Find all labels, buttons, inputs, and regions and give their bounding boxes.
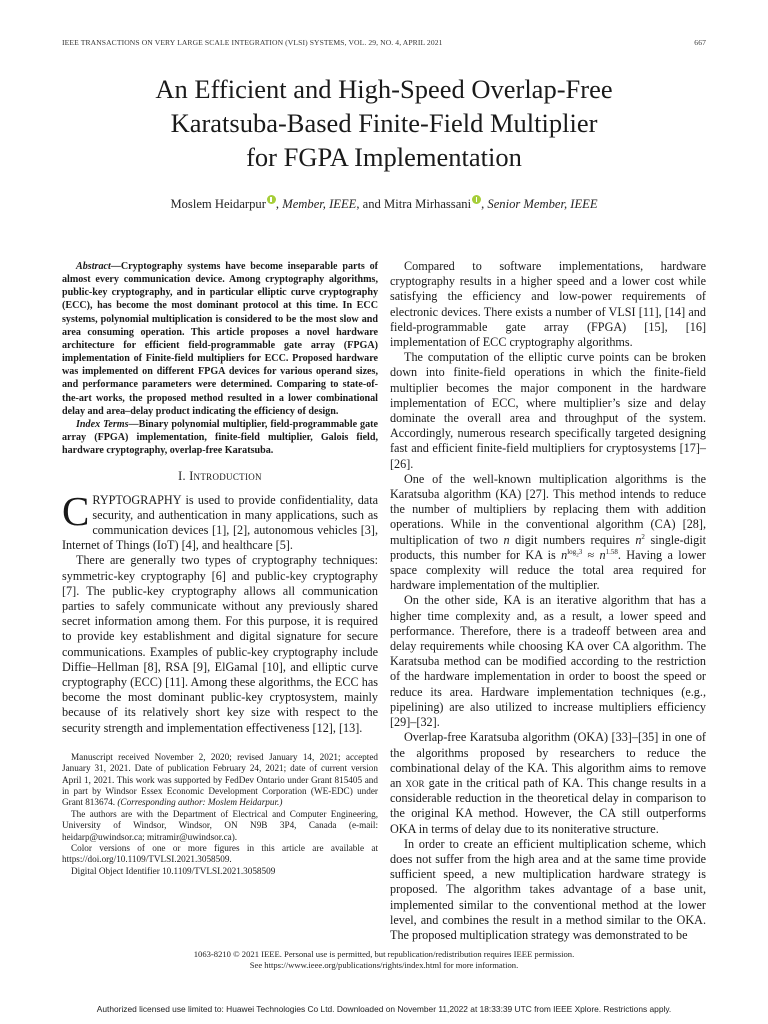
math-n: n bbox=[503, 532, 510, 547]
title-line-3: for FGPA Implementation bbox=[246, 142, 522, 172]
index-terms-label: Index Terms bbox=[76, 418, 129, 430]
intro-paragraph-2: There are generally two types of cryptography techniques: symmetric-key cryptography [6] and public-key cryptography [7]. The public-key cryptography allows all communication parties to safely communicate without any previously shared secret information among them. For this purpose, it is required to provide key establishment and digital signature for secure communications. Examples of public-key cryptography include Diffie–Hellman [8], RSA [9], ElGamal [10], and elliptic curve cryptography (ECC) [11]. Among these algorithms, the ECC has become the most dominant public-key cryptosystem, mainly because of its relatively short key size with respect to the security strength and implementation effectiveness [12], [13]. bbox=[62, 553, 378, 735]
footnote-manuscript-text: Manuscript received November 2, 2020; revised January 14, 2021; accepted January 31, 2021. Date of publication February 24, 2021; date of current version April 1, 2021. This work was supported by FedDev Ontario under Grant 815405 and in part by Windsor Essex Economic Development Corporation (WE-EDC) under Grant 813674. bbox=[62, 751, 378, 808]
math-approx: ≈ bbox=[582, 547, 600, 562]
footnote-manuscript bbox=[62, 752, 378, 809]
orcid-icon[interactable] bbox=[267, 195, 276, 204]
p5-text-a: Overlap-free Karatsuba algorithm (OKA) [33]–[35] in one of the algorithms proposed by researchers to reduce the combinational delay of the KA. This algorithm aims to remove an bbox=[390, 730, 706, 790]
author-connector: , and bbox=[356, 197, 384, 211]
right-paragraph-2: The computation of the elliptic curve points can be broken down into finite-field operations in which the finite-field multiplier becomes the major component in the hardware implementation of ECC, where multiplier’s size and delay dominate the overall area and throughput of the system. Accordingly, numerous research specifically targeted designing fast and efficient finite-field multipliers for cryptosystems [17]–[26]. bbox=[390, 350, 706, 471]
math-exponent: 2 bbox=[641, 532, 645, 541]
left-column bbox=[62, 260, 378, 877]
intro-p1-text: is used to provide confidentiality, data security, and authentication in many applications, such as communication devices [1], [2], autonomous vehicles [3], Internet of Things (IoT) [4], and healthcare [5]. bbox=[62, 492, 378, 553]
math-exponent: 1.58 bbox=[605, 547, 618, 556]
math-log-arg: 3 bbox=[578, 547, 583, 556]
section-number: I. bbox=[178, 469, 186, 484]
abstract: Abstract—Cryptography systems have become inseparable parts of almost every communication device. Among cryptography algorithms, public-key cryptography, and in particular elliptic curve cryptography (ECC), has become the most dominant protocol at this time. In ECC systems, polynomial multiplication is considered to be the most slow and area consuming operation. This article proposes a novel hardware architecture for efficient field-programmable gate array (FPGA) implementation of Finite-field multipliers for ECC. Proposed hardware was implemented on different FPGA devices for various operand sizes, and performance parameters were determined. Comparing to state-of-the-art works, the proposed method resulted in a lower combinational delay and area–delay product indicating the efficiency of design. bbox=[62, 261, 378, 417]
author-2-name: Mitra Mirhassani bbox=[384, 197, 472, 211]
title-line-2: Karatsuba-Based Finite-Field Multiplier bbox=[170, 108, 598, 138]
copyright-line-1: 1063-8210 © 2021 IEEE. Personal use is permitted, but republication/redistribution requires IEEE permission. bbox=[193, 949, 575, 959]
intro-paragraph-1 bbox=[62, 487, 378, 554]
footnote-color: Color versions of one or more figures in this article are available at https://doi.org/10.1109/TVLSI.2021.3058509. bbox=[62, 843, 378, 865]
paper-title bbox=[62, 72, 706, 174]
p3-text-d: . Having a lower space complexity will reduce the total area required for hardware implementation of the multiplier. bbox=[390, 547, 706, 593]
index-terms-text: Binary polynomial multiplier, field-programmable gate array (FPGA) implementation, finite-field multiplier, Galois field, hardware cryptography, overlap-free Karatsuba. bbox=[62, 418, 378, 457]
copyright-line-2: See https://www.ieee.org/publications/rights/index.html for more information. bbox=[249, 960, 519, 970]
title-line-1: An Efficient and High-Speed Overlap-Free bbox=[155, 74, 613, 104]
math-n: n bbox=[599, 547, 606, 562]
orcid-icon[interactable] bbox=[472, 195, 481, 204]
intro-caps: RYPTOGRAPHY bbox=[92, 492, 182, 507]
copyright-notice bbox=[62, 949, 706, 971]
journal-name: IEEE TRANSACTIONS ON VERY LARGE SCALE INTEGRATION (VLSI) SYSTEMS, VOL. 29, NO. 4, APRIL 2021 bbox=[62, 38, 443, 47]
abstract-label: Abstract bbox=[76, 261, 111, 272]
section-title: Introduction bbox=[189, 469, 262, 484]
math-log-base: 2 bbox=[576, 553, 579, 559]
p3-text-c: single-digit products, this number for KA is bbox=[390, 532, 706, 562]
right-paragraph-3 bbox=[390, 472, 706, 594]
math-log: log bbox=[567, 547, 577, 556]
p5-text-b: gate in the critical path of KA. This change results in a considerable reduction in the theoretical delay in comparison to the original KA method. However, the CA still outperforms OKA in terms of delay due to its noniterative structure. bbox=[390, 775, 706, 836]
footnotes bbox=[62, 752, 378, 877]
right-column bbox=[390, 259, 706, 943]
footnote-corresponding: (Corresponding author: Moslem Heidarpur.) bbox=[115, 797, 283, 808]
right-paragraph-4: On the other side, KA is an iterative algorithm that has a higher time complexity and, as a result, a lower speed and performance. Therefore, there is a tradeoff between area and delay requirements while choosing KA over CA algorithm. The Karatsuba method can be modified according to the restriction of the hardware implementation in order to boost the speed or reduce its area. Hardware implementation techniques (e.g., pipelining) are also utilized to increase multipliers efficiency [29]–[32]. bbox=[390, 593, 706, 730]
p3-text-a: One of the well-known multiplication algorithms is the Karatsuba algorithm (KA) [27]. This method intends to reduce the number of multipliers by replacing them with addition operations. While in the conventional algorithm (CA) [28], multiplication of two bbox=[390, 471, 706, 547]
math-n: n bbox=[561, 547, 568, 562]
math-log-exponent bbox=[567, 547, 583, 559]
right-paragraph-6: In order to create an efficient multiplication scheme, which does not suffer from the high area and at the same time provide sufficient speed, a new multiplication hardware strategy is proposed. The algorithm takes advantage of a base unit, implemented similar to the conventional method at the lower level, and combines the result in a method similar to the OKA. The proposed multiplication strategy was demonstrated to be bbox=[390, 836, 706, 942]
author-1-name: Moslem Heidarpur bbox=[170, 197, 266, 211]
right-paragraph-5 bbox=[390, 730, 706, 836]
right-paragraph-1: Compared to software implementations, hardware cryptography results in a higher speed and a lower cost while satisfying the efficiency and low-power requirements of electronic devices. There exists a number of VLSI [11], [14] and field-programmable gate array (FPGA) [15], [16] implementation of ECC cryptography algorithms. bbox=[390, 259, 706, 350]
math-n: n bbox=[635, 532, 642, 547]
author-line: Moslem Heidarpur , Member, IEEE, and Mitra Mirhassani , Senior Member, IEEE bbox=[170, 197, 598, 211]
license-banner: Authorized licensed use limited to: Huawei Technologies Co Ltd. Downloaded on November 11,2022 at 18:33:39 UTC from IEEE Xplore. Restrictions apply. bbox=[96, 1004, 672, 1014]
running-header bbox=[62, 38, 706, 52]
footnote-doi: Digital Object Identifier 10.1109/TVLSI.2021.3058509 bbox=[71, 865, 276, 876]
xor-term: xor bbox=[405, 775, 425, 790]
drop-cap: C bbox=[62, 487, 90, 534]
index-terms: Index Terms—Binary polynomial multiplier, field-programmable gate array (FPGA) implementation, finite-field multiplier, Galois field, hardware cryptography, overlap-free Karatsuba. bbox=[62, 418, 378, 457]
abstract-text: Cryptography systems have become inseparable parts of almost every communication device. Among cryptography algorithms, public-key cryptography, and in particular elliptic curve cryptography (ECC), has become the most dominant protocol at this time. In ECC systems, polynomial multiplication is considered to be the most slow and area consuming operation. This article proposes a novel hardware architecture for efficient field-programmable gate array (FPGA) implementation of Finite-field multipliers for ECC. Proposed hardware was implemented on different FPGA devices for various operand sizes, and performance parameters were determined. Comparing to state-of-the-art works, the proposed method resulted in a lower combinational delay and area–delay product indicating the efficiency of design. bbox=[62, 261, 378, 417]
p3-text-b: digit numbers requires bbox=[509, 532, 636, 547]
author-1-role: Member, IEEE bbox=[282, 197, 357, 211]
author-2-role: Senior Member, IEEE bbox=[487, 197, 598, 211]
footnote-affiliation: The authors are with the Department of Electrical and Computer Engineering, University of Windsor, Windsor, ON N9B 3P4, Canada (e-mail: heidarp@uwindsor.ca; mitramir@uwindsor.ca). bbox=[62, 808, 378, 842]
page-number: 667 bbox=[694, 38, 706, 47]
section-heading bbox=[62, 469, 378, 484]
